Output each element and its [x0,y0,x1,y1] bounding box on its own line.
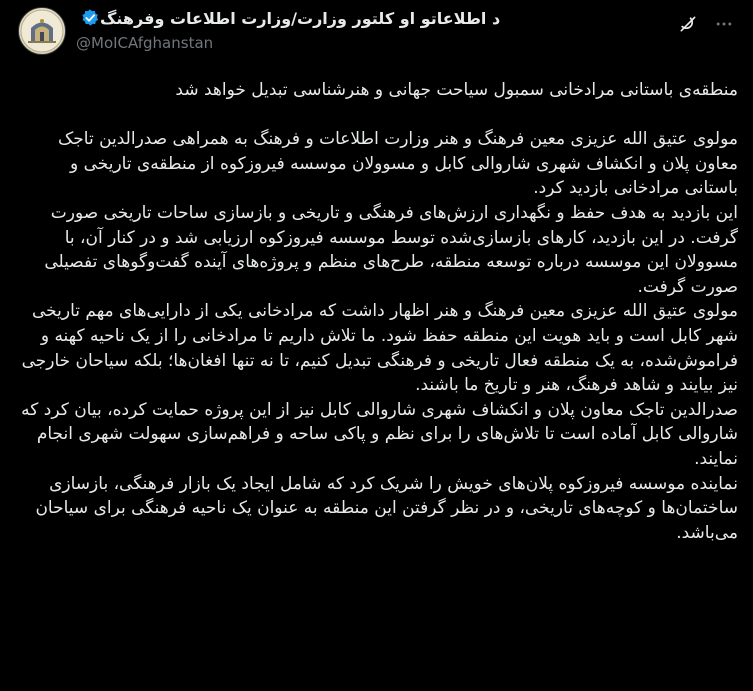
post-paragraph: نماینده موسسه فیروزکوه پلان‌های خویش را شریک کرد که شامل ایجاد یک بازار فرهنگی، بازسازی ساختمان‌ها و کوچه‌های تاریخی، و در نظر گرفتن این منطقه به عنوان یک ناحیه فرهنگی برای سیاحان می‌باشد. [35,473,738,543]
account-handle[interactable]: @MoICAfghanstan [76,34,214,52]
post-paragraph: مولوی عتیق الله عزیزی معین فرهنگ و هنر اظهار داشت که مرادخانی یکی از دارایی‌های مهم تاریخی شهر کابل است و باید هویت این منطقه حفظ شود. ما تلاش داریم تا مرادخانی را از یک ناحیه کهنه و فراموش‌شده، به یک منطقه فعال تاریخی و فرهنگی تبدیل کنیم، تا نه تنها افغان‌ها؛ بلکه سیاحان خارجی نیز بیایند و شاهد فرهنگ، هنر و تاریخ ما باشند. [21,301,738,396]
post-headline: منطقه‌ی باستانی مرادخانی سمبول سیاحت جهانی و هنرشناسی تبدیل خواهد شد [175,80,738,100]
header-actions [676,12,736,36]
display-name[interactable]: د اطلاعاتو او کلتور وزارت/وزارت اطلاعات وفرهنگ [100,8,501,28]
grok-icon[interactable] [676,12,700,36]
post-body [20,78,738,545]
display-name-row [76,8,516,28]
post-paragraph: این بازدید به هدف حفظ و نگهداری ارزش‌های فرهنگی و تاریخی و بازسازی ساحات تاریخی صورت گرفت. در این بازدید، کارهای بازسازی‌شده توسط موسسه فیروزکوه ارزیابی شد و در کنار آن، با مسوولان این موسسه درباره توسعه منطقه، طرح‌های منظم و پروژه‌های آینده گفت‌وگوهای تفصیلی صورت گرفت. [44,202,738,297]
account-avatar[interactable] [18,7,66,55]
post-header [0,0,753,76]
more-options-icon[interactable] [712,12,736,36]
post-paragraph: صدرالدین تاجک معاون پلان و انکشاف شهری شاروالی کابل نیز از این پروژه حمایت کرده، بیان کرد که شاروالی کابل آماده است تا تلاش‌های را برای نظم و پاکی ساحه و فراهم‌سازی سهولت شهری انجام نمایند. [21,399,738,469]
paragraph-spacer [20,103,738,128]
ministry-logo [19,8,65,54]
verified-badge-icon [80,8,100,28]
post-paragraph: مولوی عتیق الله عزیزی معین فرهنگ و هنر وزارت اطلاعات و فرهنگ به همراهی صدرالدین تاجک معاون پلان و انکشاف شهری شاروالی کابل و مسوولان موسسه فیروزکوه از منطقه‌ی تاریخی و باستانی مرادخانی بازدید کرد. [58,129,738,199]
